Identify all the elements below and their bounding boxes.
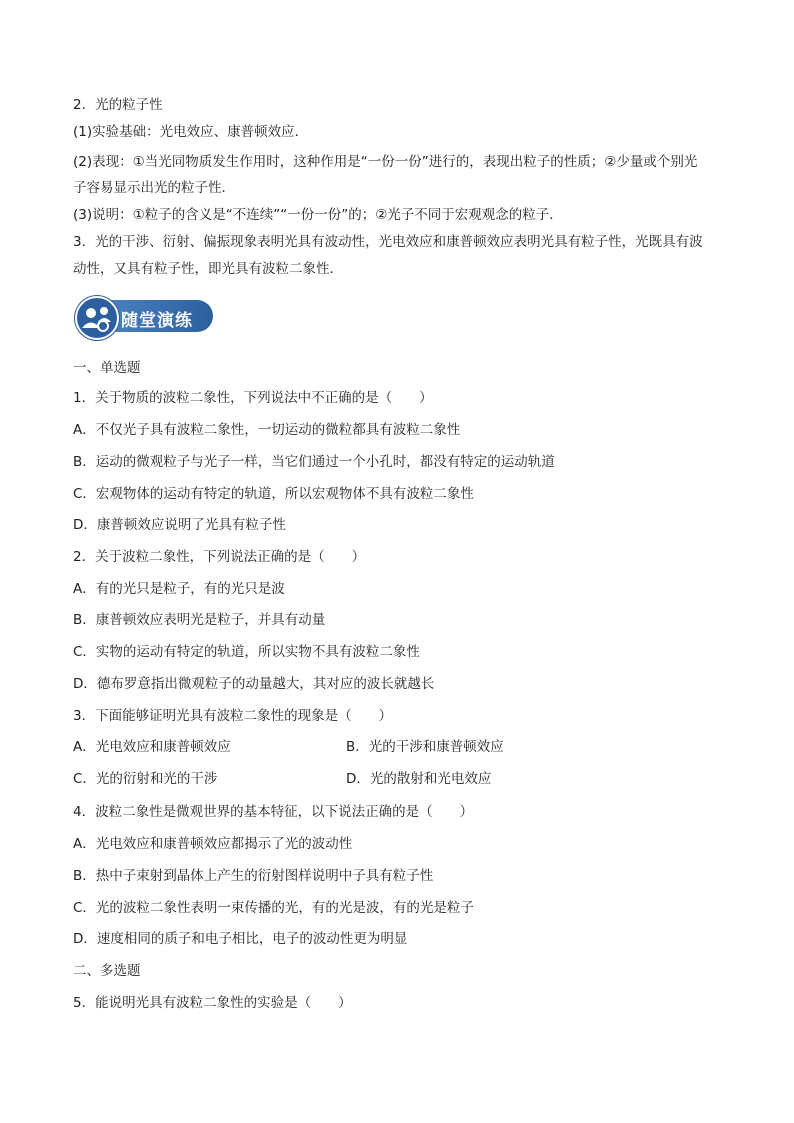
q1-option-a: A．不仅光子具有波粒二象性，一切运动的微粒都具有波粒二象性 [73,422,461,438]
intro-line-3: (2)表现：①当光同物质发生作用时，这种作用是“一份一份”进行的，表现出粒子的性质；②少量或个别光 [73,154,698,170]
q3-option-b: B．光的干涉和康普顿效应 [346,739,504,755]
q2-option-c: C．实物的运动有特定的轨道，所以实物不具有波粒二象性 [73,644,420,660]
q2-option-d: D．德布罗意指出微观粒子的动量越大，其对应的波长就越长 [73,676,435,692]
q3-option-d: D．光的散射和光电效应 [346,771,492,787]
people-icon [75,296,119,340]
q3-option-c: C．光的衍射和光的干涉 [73,771,218,787]
q5-stem: 5．能说明光具有波粒二象性的实验是（ ） [73,995,352,1011]
q3-stem: 3．下面能够证明光具有波粒二象性的现象是（ ） [73,708,393,724]
intro-line-6: 3．光的干涉、衍射、偏振现象表明光具有波动性，光电效应和康普顿效应表明光具有粒子性，光既具有波 [73,234,703,250]
q2-option-a: A．有的光只是粒子，有的光只是波 [73,581,285,597]
q1-option-b: B．运动的微观粒子与光子一样，当它们通过一个小孔时，都没有特定的运动轨道 [73,454,555,470]
q4-option-c: C．光的波粒二象性表明一束传播的光，有的光是波，有的光是粒子 [73,900,474,916]
section-badge [75,296,213,336]
q1-option-d: D．康普顿效应说明了光具有粒子性 [73,517,286,533]
q4-option-b: B．热中子束射到晶体上产生的衍射图样说明中子具有粒子性 [73,868,434,884]
q4-stem: 4．波粒二象性是微观世界的基本特征，以下说法正确的是（ ） [73,804,474,820]
intro-line-1: 2．光的粒子性 [73,97,163,113]
q2-option-b: B．康普顿效应表明光是粒子，并具有动量 [73,612,326,628]
intro-line-4: 子容易显示出光的粒子性． [73,180,235,196]
section-multi-choice: 二、多选题 [73,963,141,979]
q1-stem: 1．关于物质的波粒二象性，下列说法中不正确的是（ ） [73,390,433,406]
intro-line-2: (1)实验基础：光电效应、康普顿效应． [73,124,309,140]
intro-line-5: (3)说明：①粒子的含义是“不连续”“一份一份”的；②光子不同于宏观观念的粒子． [73,207,563,223]
badge-title: 随堂演练 [121,311,193,331]
q2-stem: 2．关于波粒二象性，下列说法正确的是（ ） [73,549,366,565]
q4-option-a: A．光电效应和康普顿效应都揭示了光的波动性 [73,836,353,852]
q3-option-a: A．光电效应和康普顿效应 [73,739,231,755]
q1-option-c: C．宏观物体的运动有特定的轨道，所以宏观物体不具有波粒二象性 [73,486,474,502]
intro-line-7: 动性，又具有粒子性，即光具有波粒二象性． [73,261,343,277]
q4-option-d: D．速度相同的质子和电子相比，电子的波动性更为明显 [73,931,408,947]
section-single-choice: 一、单选题 [73,360,141,376]
